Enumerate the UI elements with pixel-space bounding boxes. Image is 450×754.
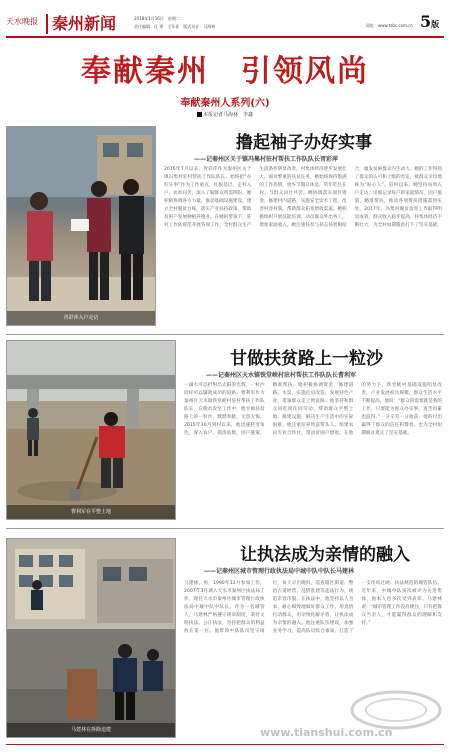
- story-2-body: 一滴水可以折射出太阳的光辉，一粒沙同样可以铺就成功的道路。曹利军作为秦州区天水镇铁堂峡村驻村帮扶工作队队长，在脱贫攻坚工作中，他甘做扶贫路上的一粒沙，默默奉献，无怨无悔。2015年10月到村以来，他迅速转变角色，深入农户，摸清底数，因户施策，精准帮扶。他积极协调资金，修建道路、水渠，实施危房改造，发展特色产业，带领群众走上致富路。他坚持和群众同吃同住同劳动，帮助群众平整土地、修建设施，解决生产生活中的实际困难。他注重培养致富带头人，组建农民专业合作社，带动贫困户增收。在他的努力下，铁堂峡村基础设施明显改善，产业发展初具规模，群众生活水平不断提高。他说：“群众的需要就是我的工作，只要能为群众办实事，再苦再累也值得。”一分辛劳一分收获，他的付出赢得了群众的信任和赞誉，也为全村如期脱贫奠定了坚实基础。: [184, 383, 442, 436]
- photo-scene-3: [7, 539, 176, 738]
- site-url: 网址：www.tsbc.com.cn: [366, 23, 413, 28]
- story-2-photo: [6, 340, 176, 520]
- section-name: 秦州新闻: [52, 14, 117, 33]
- footer-rule: [6, 744, 444, 745]
- story-3-caption: 马建林在拆除违建: [7, 723, 175, 737]
- page-headline: 奉献秦州 引领风尚: [81, 54, 369, 89]
- date-line: 2018年1月16日 星期二: [134, 16, 180, 21]
- story-1-body: 2016年7月以来，胥彩萍作为秦州区关于镇冯集村驻村帮扶工作队队长，始终把“办好实事”作为工作重点，扎根基层，走村入户，访贫问苦，深入了解群众所需所盼。她积极协调各方力量，推动基础设施建设，建立全村脱贫台账，落实产业扶持政策，帮助贫困户发展种植养殖业。在她的带领下，驻村工作队规范开展各项工作，全村群众生产生活条件明显改善，村集体经济逐步发展壮大。面对繁重的扶贫任务，她始终保持饱满的工作热情，放弃节假日休息，常年吃住在村，与群众同甘共苦。她协调落实项目资金，修建村内道路，实施安全饮水工程，改善村容村貌，帮助群众拓宽增收渠道。她积极组织开展技能培训，动员群众外出务工，增加家庭收入。她注重扶贫与扶志扶智相结合，激发贫困群众内生动力。她的工作得到了群众的认可和上级的肯定，被群众亲切地称为“贴心人”。驻村以来，她坚持每周入户走访，详细记录每户的家庭情况，因户施策，精准帮扶，推动各项帮扶措施落到实处。2017年，冯集村脱贫攻坚工作取得明显成效，群众收入稳步提高，村集体经济不断壮大，为全村如期脱贫打下了坚实基础。: [164, 167, 442, 228]
- byline: [0, 111, 450, 118]
- story-2-caption: 曹利军在平整土地: [7, 505, 175, 519]
- editor-line: 责任编辑：任 勇 王军祥 版式设计：马海林: [134, 24, 216, 29]
- story-2-title: 甘做扶贫路上一粒沙: [230, 349, 383, 369]
- masthead-divider: [46, 14, 48, 34]
- story-3-photo: [6, 538, 176, 738]
- story-1-subtitle: ——记秦州区关于镇冯集村驻村帮扶工作队队长胥彩萍: [194, 156, 339, 163]
- story-1-title: 撸起袖子办好实事: [236, 133, 372, 153]
- story-1: [6, 122, 444, 334]
- watermark-logo: [350, 690, 442, 730]
- section-divider: [6, 528, 444, 529]
- page-unit: 版: [431, 19, 440, 29]
- story-3-subtitle: ——记秦州区城市管理行政执法局中城中队中队长马建林: [204, 568, 355, 575]
- byline-mark: [197, 112, 202, 117]
- photo-scene-2: [7, 341, 176, 520]
- masthead-rule: [6, 36, 444, 38]
- masthead: [0, 0, 450, 40]
- photo-scene-1: [7, 127, 156, 326]
- paper-name: 天水晚报: [6, 17, 38, 26]
- byline-text: 本报记者马海林 李鑫: [202, 112, 253, 118]
- page-number-value: 5: [420, 12, 432, 31]
- story-2-subtitle: ——记秦州区天水镇铁堂峡村驻村帮扶工作队队长曹利军: [206, 372, 357, 379]
- page-number: [420, 12, 439, 31]
- site-watermark: www.tianshui.com.cn: [260, 726, 393, 739]
- story-2: [6, 336, 444, 526]
- story-1-photo: [6, 126, 156, 326]
- story-1-caption: 胥彩萍入户走访: [7, 311, 155, 325]
- story-3-body: 马建林，男，1990年12月参加工作，2007年3月调入天水市秦州区执法局工作，现任天水市秦州区城市管理行政执法局中城中队中队长。作为一名城管人，马建林严格遵守规章制度，秉持文明执法、公正执法，坚持把群众的利益放在第一位。他带领中队队员坚守岗位，每天早出晚归，巡查辖区街道，整治占道经营、乱搭乱建等违法行为，规范市容市貌。在执法中，他坚持以人为本，耐心细致地做好群众工作，用真情打动群众，用亲情化解矛盾，让执法成为亲情的融入。他注重队伍建设，加强业务学习，提高队员综合素质，打造了一支作风过硬、执法规范的城管队伍。近年来，中城中队多次被评为先进集体，他本人也多次受到表彰。马建林说：“城市管理工作没有捷径，只有把群众当亲人，才能赢得群众的理解和支持。”: [184, 581, 442, 634]
- series-title: 奉献秦州人系列(六): [180, 98, 270, 109]
- story-3-title: 让执法成为亲情的融入: [240, 545, 410, 565]
- section-divider: [6, 334, 444, 335]
